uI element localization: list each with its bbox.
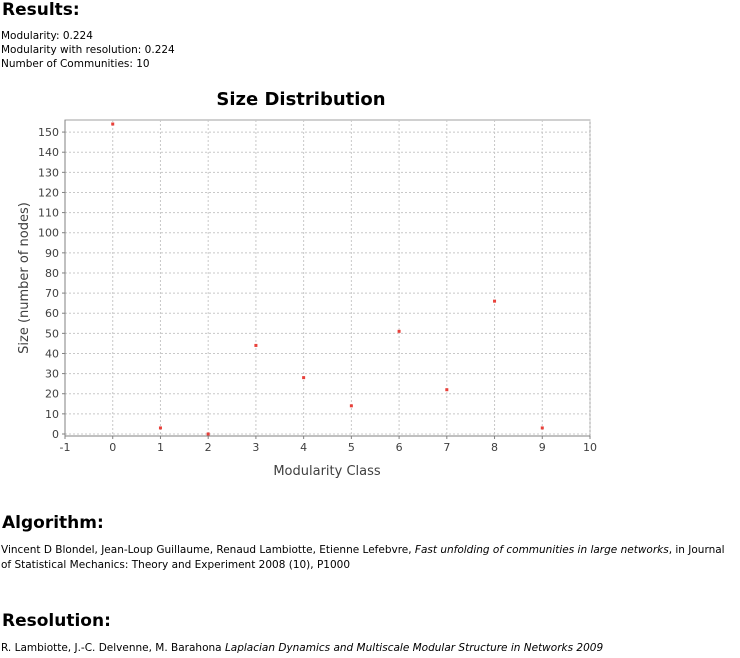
y-tick-label: 110 <box>38 206 59 220</box>
y-tick-label: 10 <box>45 407 59 421</box>
data-point <box>111 123 114 126</box>
y-tick-label: 120 <box>38 186 59 200</box>
x-axis-label: Modularity Class <box>273 464 381 479</box>
data-point <box>493 300 496 303</box>
x-tick-label: 0 <box>109 441 117 454</box>
data-point <box>350 404 353 407</box>
y-axis-label: Size (number of nodes) <box>17 202 32 354</box>
chart-title: Size Distribution <box>216 89 386 110</box>
resolution-authors: R. Lambiotte, J.-C. Delvenne, M. Barahona <box>1 642 225 654</box>
x-tick-label: -1 <box>59 441 71 454</box>
algorithm-journal: , in Journal of Statistical Mechanics: Theory and Experiment 2008 (10), P1000 <box>1 544 725 571</box>
resolution-citation <box>1 642 603 654</box>
x-tick-label: 1 <box>156 441 164 454</box>
y-tick-label: 140 <box>38 146 59 160</box>
x-tick-label: 2 <box>204 441 212 454</box>
resolution-heading: Resolution: <box>2 611 111 631</box>
y-tick-label: 100 <box>38 226 59 240</box>
y-tick-label: 20 <box>45 387 59 401</box>
x-tick-label: 10 <box>583 441 597 454</box>
y-tick-label: 130 <box>38 166 59 180</box>
y-tick-label: 60 <box>45 307 59 321</box>
x-tick-label: 9 <box>538 441 546 454</box>
y-tick-label: 70 <box>45 287 59 301</box>
algorithm-citation <box>1 543 736 573</box>
results-heading: Results: <box>2 0 80 20</box>
plot-area <box>65 120 590 436</box>
y-tick-label: 80 <box>45 266 59 280</box>
y-tick-label: 0 <box>52 427 59 441</box>
y-tick-label: 30 <box>45 367 59 381</box>
size-distribution-chart <box>0 80 740 480</box>
data-point <box>445 388 448 391</box>
x-tick-label: 8 <box>491 441 499 454</box>
x-tick-label: 6 <box>395 441 403 454</box>
data-point <box>302 376 305 379</box>
modularity-value: Modularity: 0.224 <box>1 30 93 42</box>
algorithm-heading: Algorithm: <box>2 513 104 533</box>
data-point <box>398 330 401 333</box>
data-point <box>159 426 162 429</box>
y-tick-label: 150 <box>38 126 59 140</box>
data-point <box>207 432 210 435</box>
x-tick-label: 4 <box>300 441 308 454</box>
y-tick-label: 90 <box>45 246 59 260</box>
data-point <box>254 344 257 347</box>
x-tick-label: 5 <box>347 441 355 454</box>
communities-count: Number of Communities: 10 <box>1 58 150 70</box>
algorithm-paper-title: Fast unfolding of communities in large networks <box>414 544 669 556</box>
x-tick-label: 7 <box>443 441 451 454</box>
y-tick-label: 50 <box>45 327 59 341</box>
y-tick-label: 40 <box>45 347 59 361</box>
x-tick-label: 3 <box>252 441 260 454</box>
data-point <box>541 426 544 429</box>
resolution-paper-title: Laplacian Dynamics and Multiscale Modular Structure in Networks 2009 <box>224 642 604 654</box>
modularity-resolution-value: Modularity with resolution: 0.224 <box>1 44 175 56</box>
algorithm-authors: Vincent D Blondel, Jean-Loup Guillaume, Renaud Lambiotte, Etienne Lefebvre, <box>1 544 415 556</box>
